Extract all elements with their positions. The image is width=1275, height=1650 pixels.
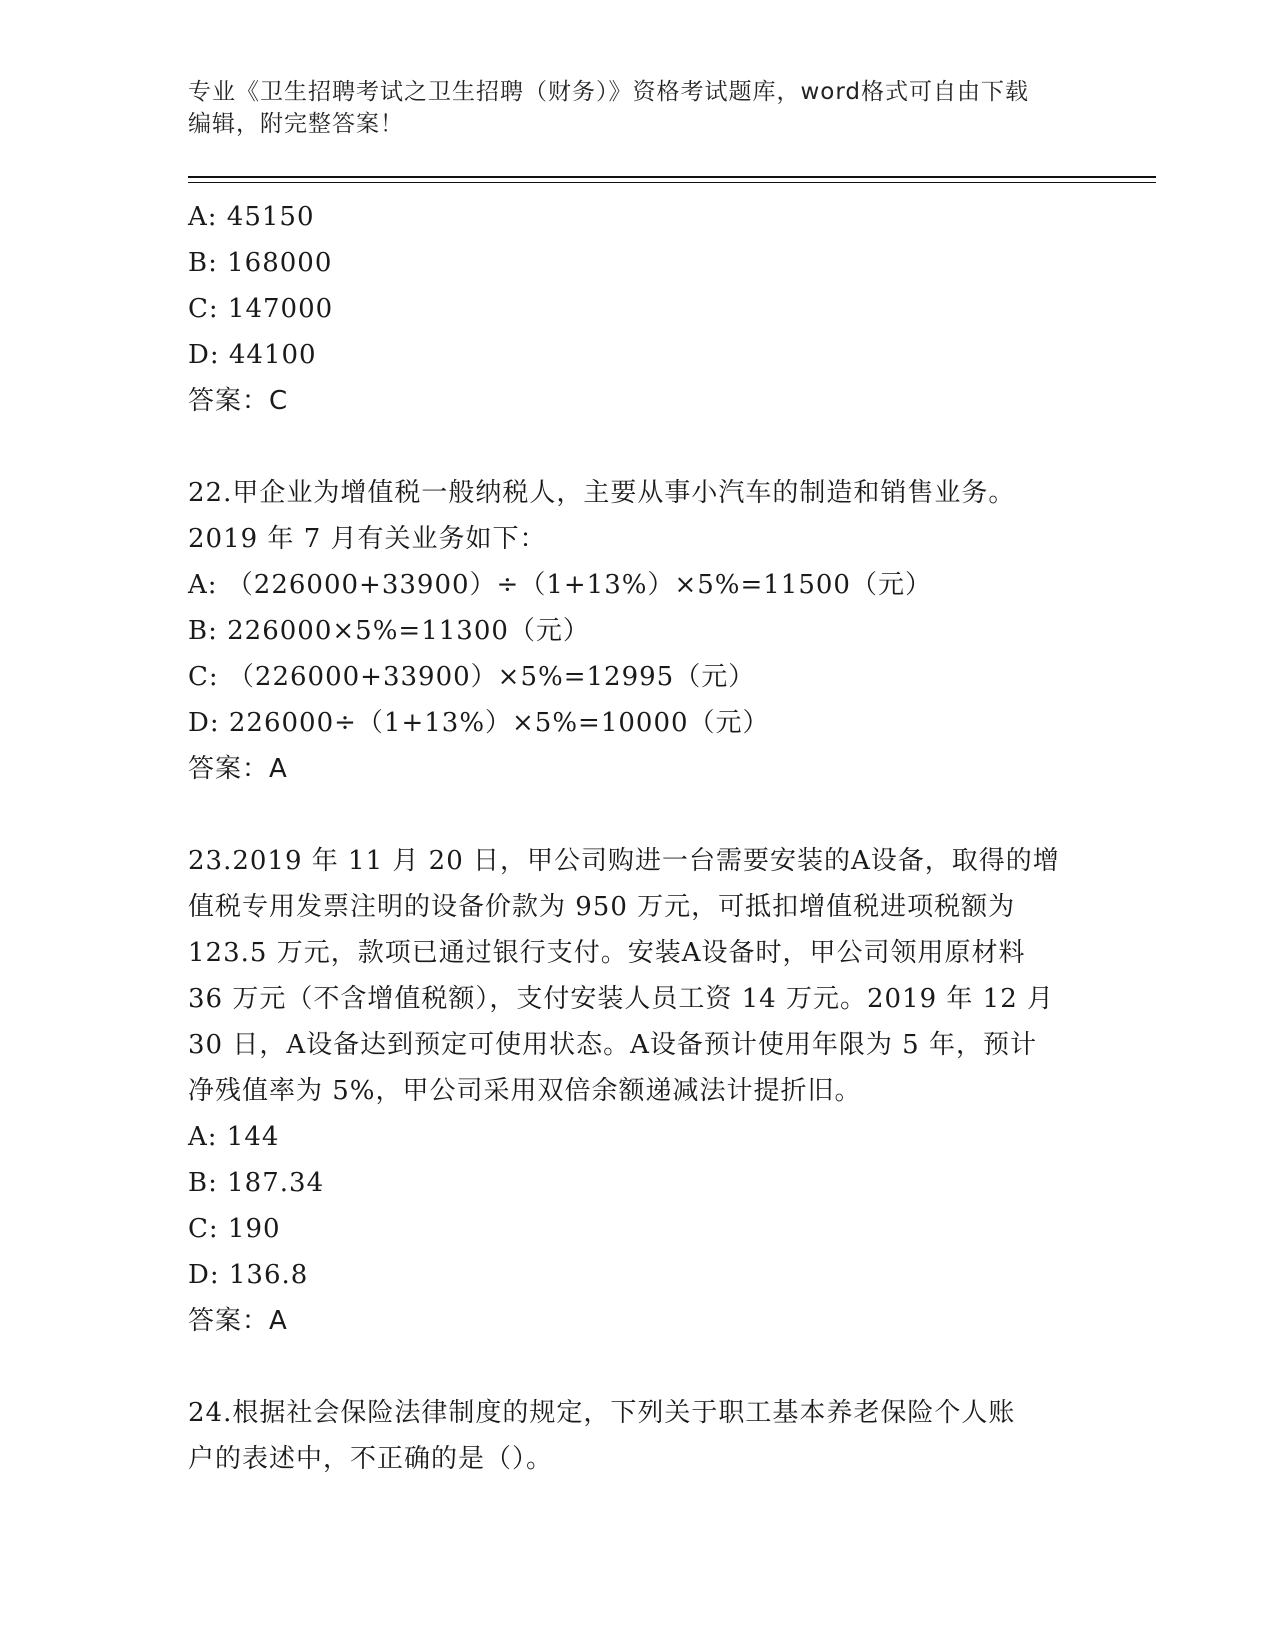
question-stem-line: 36 万元（不含增值税额），支付安装人员工资 14 万元。2019 年 12 月	[188, 984, 1055, 1014]
option-c: C: 147000	[188, 294, 334, 324]
option-d: D: 226000÷（1+13%）×5%=10000（元）	[188, 708, 770, 738]
question-24	[188, 1390, 1088, 1482]
page-header	[188, 76, 1088, 140]
question-stem-line: 户的表述中，不正确的是（）。	[188, 1444, 554, 1474]
question-stem-line: 24.根据社会保险法律制度的规定，下列关于职工基本养老保险个人账	[188, 1398, 1016, 1428]
header-rule-thick	[188, 176, 1156, 178]
question-stem-line: 22.甲企业为增值税一般纳税人，主要从事小汽车的制造和销售业务。	[188, 478, 1016, 508]
question-stem-line: 净残值率为 5%，甲公司采用双倍余额递减法计提折旧。	[188, 1076, 862, 1106]
question-22	[188, 470, 1088, 792]
header-line-1: 专业《卫生招聘考试之卫生招聘（财务）》资格考试题库，word格式可自由下载	[188, 79, 1030, 105]
option-a: A: 45150	[188, 202, 315, 232]
option-b: B: 226000×5%=11300（元）	[188, 616, 590, 646]
answer-line: 答案：A	[188, 754, 288, 784]
option-d: D: 44100	[188, 340, 317, 370]
question-23	[188, 838, 1088, 1344]
question-stem-line: 30 日，A设备达到预定可使用状态。A设备预计使用年限为 5 年，预计	[188, 1030, 1037, 1060]
option-a: A: （226000+33900）÷（1+13%）×5%=11500（元）	[188, 570, 932, 600]
option-b: B: 187.34	[188, 1168, 325, 1198]
answer-line: 答案：C	[188, 386, 289, 416]
option-a: A: 144	[188, 1122, 280, 1152]
question-stem-line: 23.2019 年 11 月 20 日，甲公司购进一台需要安装的A设备，取得的增	[188, 846, 1060, 876]
option-d: D: 136.8	[188, 1260, 309, 1290]
question-stem-line: 2019 年 7 月有关业务如下：	[188, 524, 547, 554]
option-c: C: （226000+33900）×5%=12995（元）	[188, 662, 756, 692]
question-list	[188, 194, 1088, 1482]
answer-line: 答案：A	[188, 1306, 288, 1336]
question-21	[188, 194, 1088, 424]
option-b: B: 168000	[188, 248, 333, 278]
question-stem-line: 123.5 万元，款项已通过银行支付。安装A设备时，甲公司领用原材料	[188, 938, 1026, 968]
header-line-2: 编辑，附完整答案！	[188, 111, 404, 137]
question-stem-line: 值税专用发票注明的设备价款为 950 万元，可抵扣增值税进项税额为	[188, 892, 1016, 922]
header-rule-thin	[188, 182, 1156, 183]
option-c: C: 190	[188, 1214, 281, 1244]
